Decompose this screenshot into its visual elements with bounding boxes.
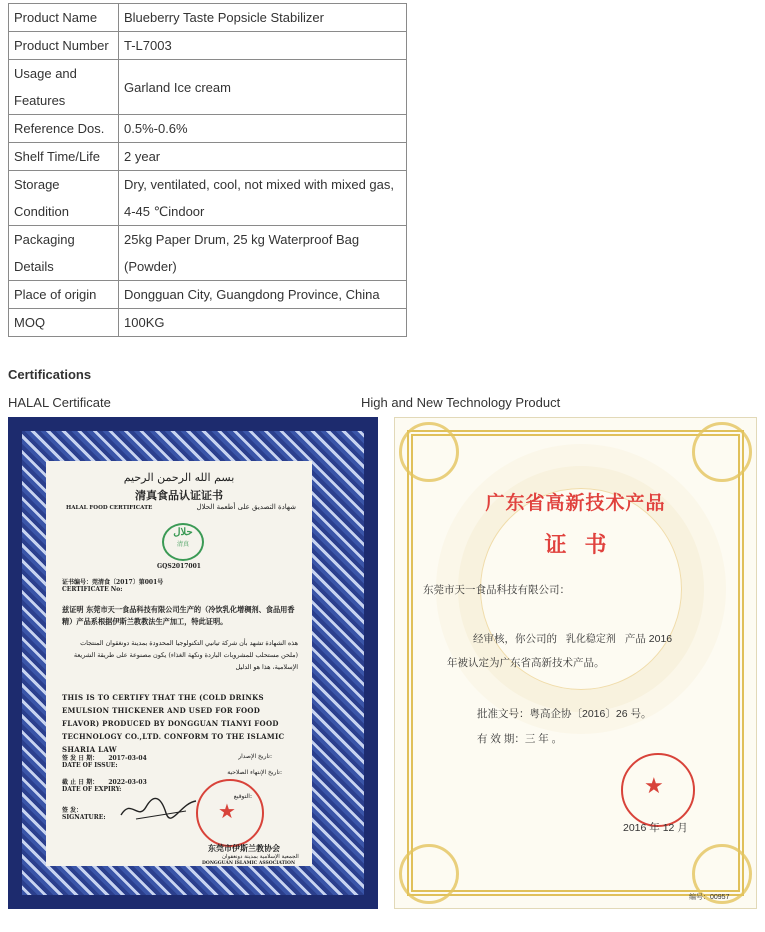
halal-cert-code: GQS2017001 [157, 563, 201, 570]
spec-key: Product Number [9, 32, 119, 60]
table-row [9, 309, 407, 337]
cert-number-value: 莞清食〔2017〕第001号 [92, 579, 164, 586]
expiry-date-en: DATE OF EXPIRY: [62, 786, 122, 793]
halal-body-en: THIS IS TO CERTIFY THAT THE (COLD DRINKS EMULSION THICKENER AND USED FOR FOOD FLAVOR) PRODUCED BY DONGGUAN TIANYI FOOD TECHNOLOGY CO.,LTD. CONFORM TO THE ISLAMIC SHARIA LAW [62, 693, 285, 754]
product-spec-table [8, 3, 407, 337]
table-row [9, 281, 407, 309]
tech-caption: High and New Technology Product [361, 395, 561, 410]
halal-logo-ar: حلال [173, 527, 193, 538]
halal-logo-icon [162, 523, 204, 561]
corner-ornament-icon [399, 422, 459, 482]
halal-title-cn: 清真食品认证证书 [135, 489, 223, 502]
signature-label: 签 发： [62, 807, 83, 814]
issue-date-en: DATE OF ISSUE: [62, 762, 118, 769]
spec-key: MOQ [9, 309, 119, 337]
tech-cert-serial: 编号：00957 [689, 894, 730, 901]
spec-key: Storage Condition [9, 171, 119, 226]
line1-product: 乳化稳定剂 [565, 634, 616, 645]
table-row [9, 143, 407, 171]
expiry-date [62, 777, 147, 793]
spec-key: Shelf Time/Life [9, 143, 119, 171]
spec-value: 2 year [119, 143, 407, 171]
tech-cert-date: 2016 年 12 月 [623, 822, 688, 834]
spec-value: Dongguan City, Guangdong Province, China [119, 281, 407, 309]
spec-key: Reference Dos. [9, 115, 119, 143]
halal-caption: HALAL Certificate [8, 395, 111, 410]
spec-key: Product Name [9, 4, 119, 32]
spec-key: Packaging Details [9, 226, 119, 281]
spec-value: Blueberry Taste Popsicle Stabilizer [119, 4, 407, 32]
spec-key: Usage and Features [9, 60, 119, 115]
issue-date-value: 2017-03-04 [108, 755, 147, 762]
spec-value: 0.5%-0.6% [119, 115, 407, 143]
issue-date-ar: تاريخ الإصدار: [238, 753, 272, 760]
tech-cert-title: 广东省高新技术产品 [485, 493, 666, 514]
halal-title-en: HALAL FOOD CERTIFICATE [66, 505, 153, 511]
table-row [9, 171, 407, 226]
line1-suffix: 产品 2016 [624, 633, 673, 645]
spec-value: 100KG [119, 309, 407, 337]
tech-certificate-image [394, 417, 757, 909]
spec-value: T-L7003 [119, 32, 407, 60]
tech-cert-line1 [473, 630, 672, 646]
halal-title-ar: شهادة التصديق على أطعمة الحلال [196, 503, 296, 511]
corner-ornament-icon [399, 844, 459, 904]
issuer-ar: الجمعية الإسلامية بمدينة دونغقوان [222, 854, 299, 860]
issuer-cn: 东莞市伊斯兰教协会 [208, 843, 280, 853]
corner-ornament-icon [692, 422, 752, 482]
table-row [9, 60, 407, 115]
spec-value: Dry, ventilated, cool, not mixed with mixed gas, 4-45 ℃indoor [119, 171, 407, 226]
halal-body-ar: هذه الشهادة تشهد بأن شركة تيانيي التكنولوجيا المحدودة بمدينة دونغقوان المنتجات (ملحن مستحلب للمشروبات الباردة ونكهة الغذاء) يكون مصنوعة على طريقة الشريعة الإسلامية، هذا هو الدليل [73, 639, 298, 671]
halal-logo-cn: 清真 [176, 541, 189, 548]
expiry-date-ar: تاريخ الإنتهاء الصلاحية: [227, 769, 282, 776]
cert-number-en: CERTIFICATE No: [62, 586, 123, 593]
halal-certificate-image [8, 417, 378, 909]
certificate-paper [46, 461, 312, 866]
issue-date-label: 签 发 日 期： [62, 755, 99, 762]
basmala: بسم الله الرحمن الرحيم [123, 471, 235, 484]
table-row [9, 226, 407, 281]
signature-row [62, 805, 106, 821]
table-row [9, 115, 407, 143]
table-row [9, 32, 407, 60]
halal-seal-star-icon: ★ [218, 799, 236, 823]
spec-value: 25kg Paper Drum, 25 kg Waterproof Bag (Powder) [119, 226, 407, 281]
tech-cert-subtitle: 证书 [544, 532, 625, 557]
certifications-heading: Certifications [8, 367, 92, 382]
cert-number-label: 证书编号： [62, 579, 93, 586]
tech-cert-approval: 批准文号：粤高企协〔2016〕26 号。 [477, 708, 652, 720]
table-row [9, 4, 407, 32]
signature-en: SIGNATURE: [62, 814, 106, 821]
line1-prefix: 经审核，你公司的 [473, 633, 557, 645]
tech-cert-validity: 有 效 期：三 年 。 [477, 733, 563, 745]
issue-date [62, 753, 147, 769]
spec-key: Place of origin [9, 281, 119, 309]
tech-cert-line2: 年被认定为广东省高新技术产品。 [447, 657, 605, 669]
expiry-date-value: 2022-03-03 [108, 779, 147, 786]
spec-value: Garland Ice cream [119, 60, 407, 115]
signature-icon [116, 793, 206, 823]
issuer-en: DONGGUAN ISLAMIC ASSOCIATION [202, 861, 296, 866]
tech-cert-company: 东莞市天一食品科技有限公司： [423, 584, 570, 596]
cert-number [62, 577, 163, 593]
tech-seal-star-icon: ★ [644, 773, 664, 798]
signature-ar: التوقيع: [233, 793, 252, 800]
halal-body-cn: 兹证明 东莞市天一食品科技有限公司生产的（冷饮乳化增稠剂、食品用香精）产品系根据伊斯兰教教法生产加工，特此证明。 [62, 605, 295, 626]
expiry-date-label: 截 止 日 期： [62, 779, 99, 786]
